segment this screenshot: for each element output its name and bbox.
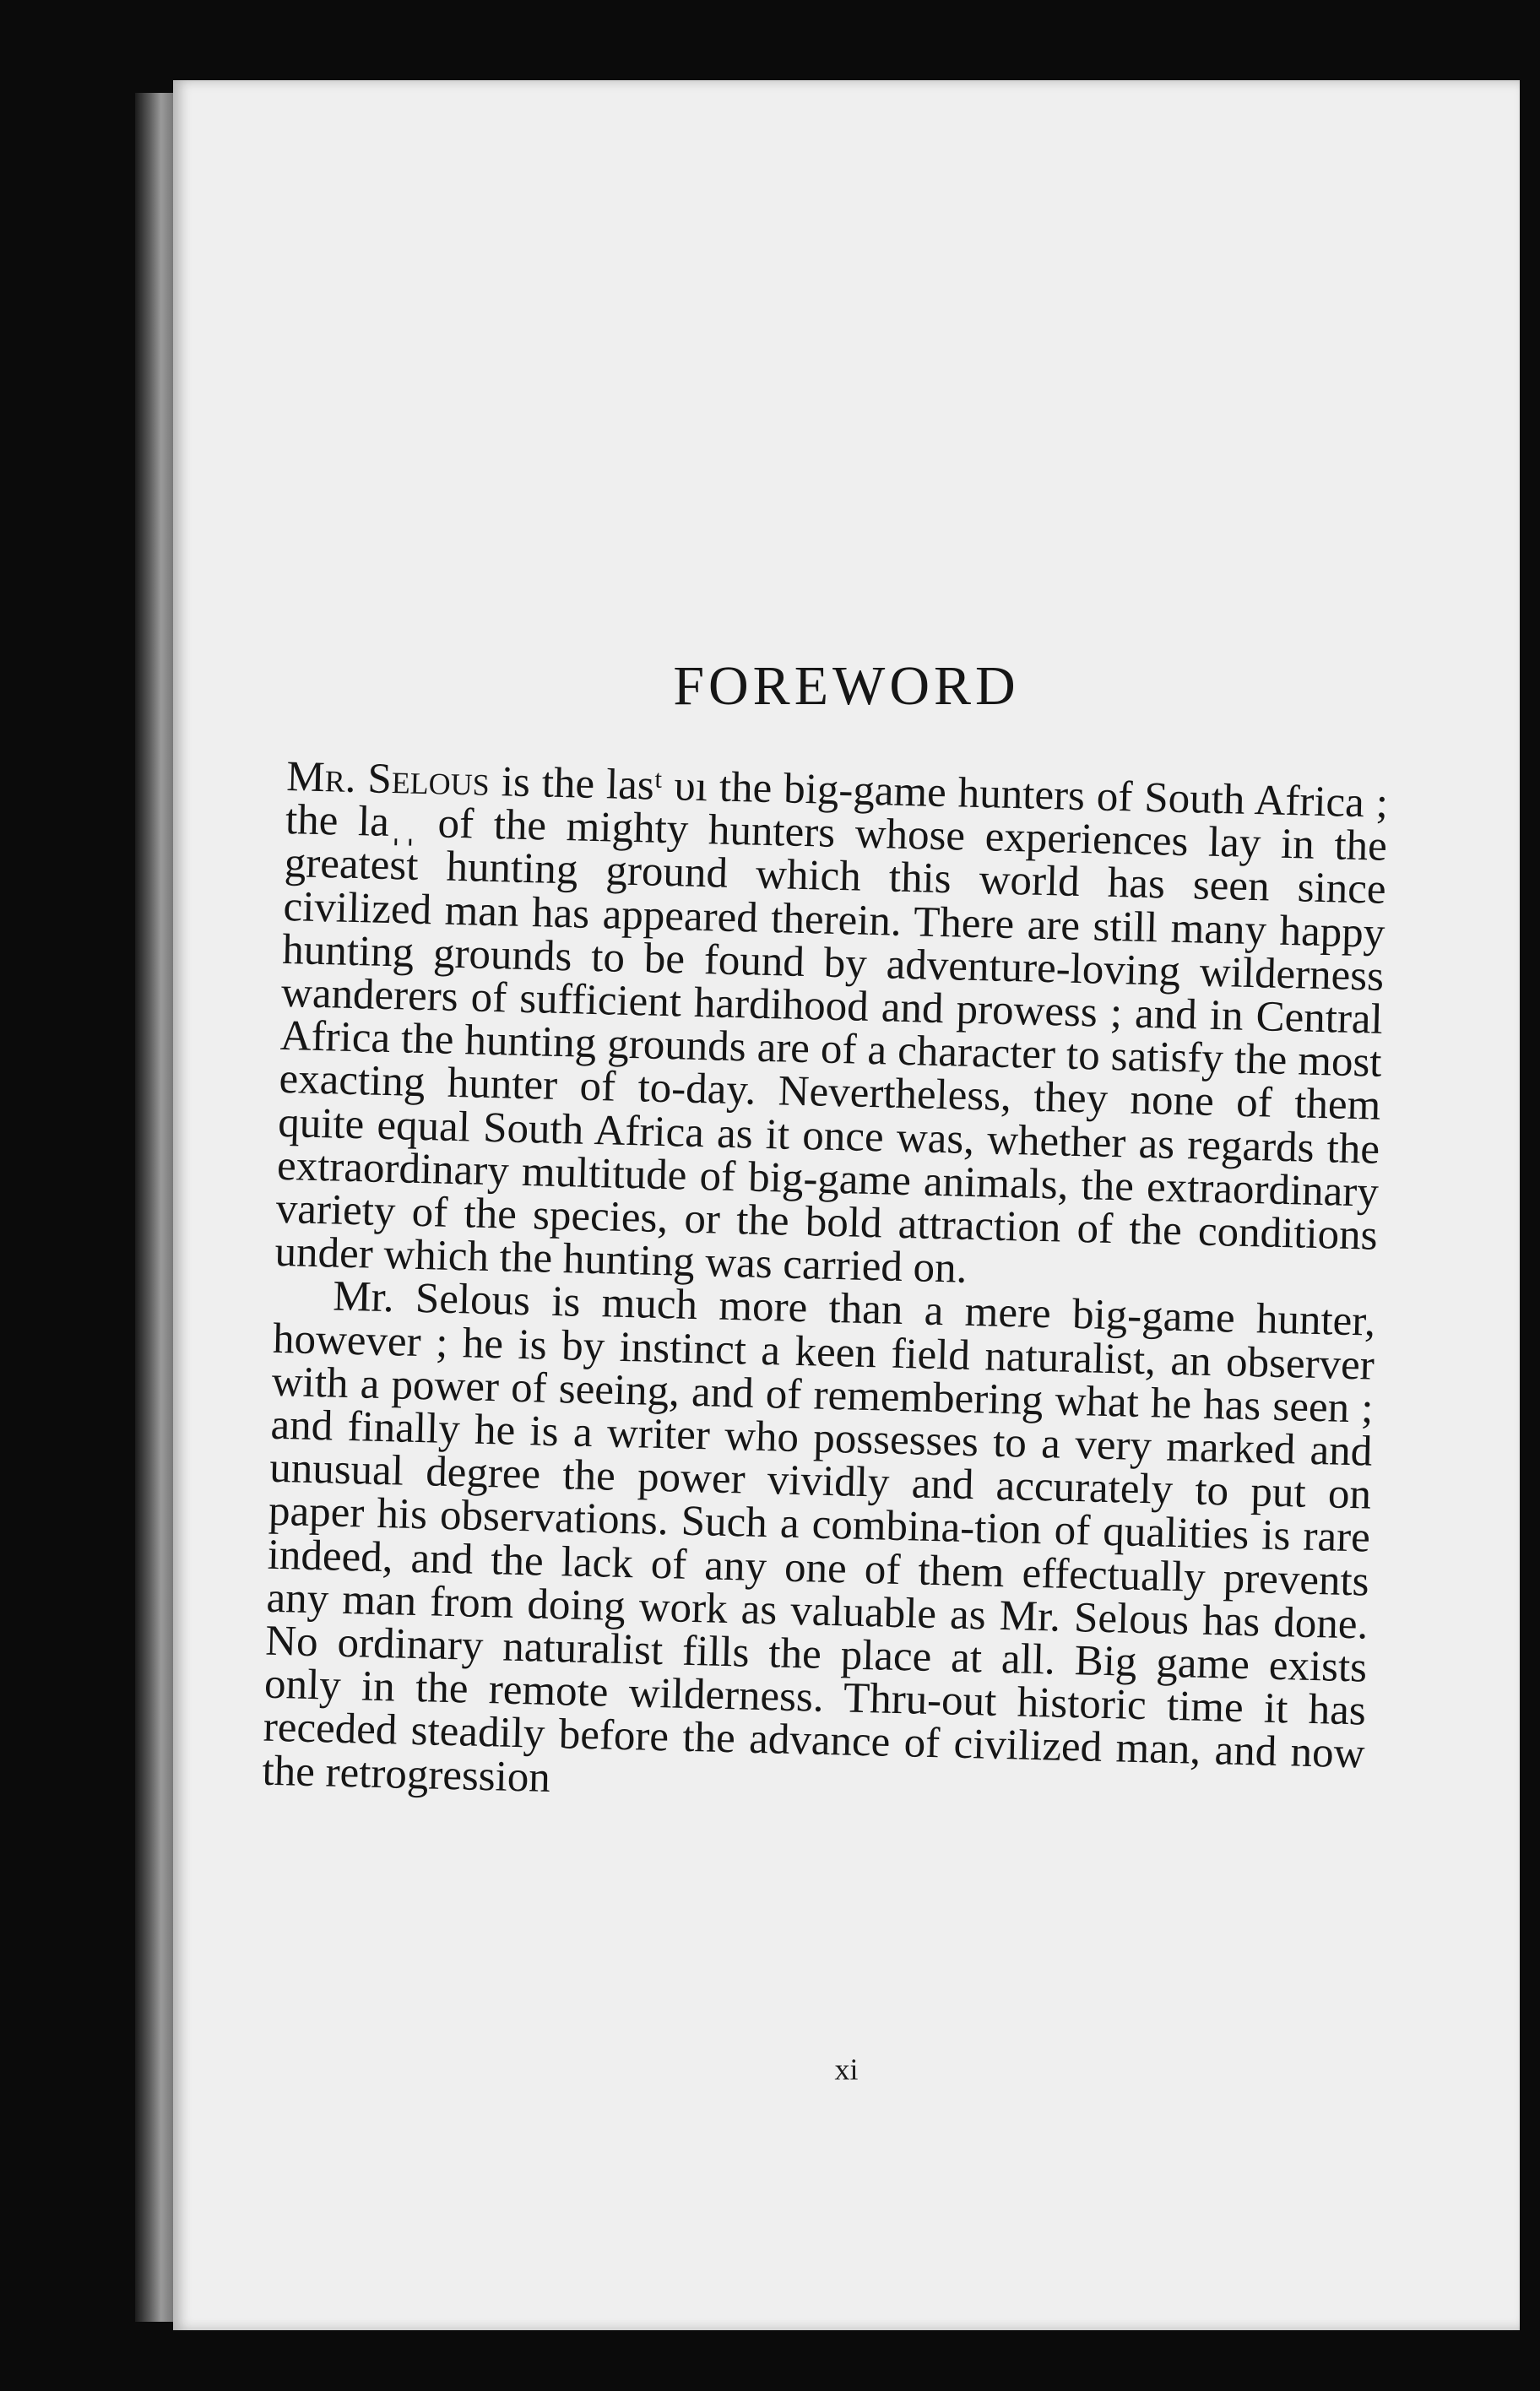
page-heading: FOREWORD: [673, 655, 1020, 717]
page-number: xi: [834, 2052, 859, 2086]
paragraph-1: [274, 753, 1389, 1301]
body-text: [261, 753, 1389, 1819]
paragraph-2: Mr. Selous is much more than a mere big-game hunter, however ; he is by instinct a keen field naturalist, an observer with a power of seeing, and of remembering what he has seen ; and finally he is a writer who possesses to a very marked and unusual degree the power vividly and accurately to put on paper his observations. Such a combina-tion of qualities is rare indeed, and the lack of any one of them effectually prevents any man from doing work as valuable as Mr. Selous has done. No ordinary naturalist fills the place at all. Big game exists only in the remote wilderness. Thru-out historic time it has receded steadily before the advance of civilized man, and now the retrogression: [261, 1272, 1376, 1802]
paragraph-1-text: is the lasᵗ υı the big-game hunters of South Africa ; the laˌˌ of the mighty hunters whose experiences lay in the greatest hunting ground which this world has seen since civilized man has appeared therein. There are still many happy hunting grounds to be found by adventure-loving wilderness wanderers of sufficient hardihood and prowess ; and in Central Africa the hunting grounds are of a character to satisfy the most exacting hunter of to-day. Nevertheless, they none of them quite equal South Africa as it once was, whether as regards the extraordinary multitude of big-game animals, the extraordinary variety of the species, or the bold attraction of the conditions under which the hunting was carried on.: [274, 757, 1389, 1293]
book-page: [173, 80, 1520, 2330]
paragraph-1-lead: Mr. Selous: [285, 753, 491, 805]
